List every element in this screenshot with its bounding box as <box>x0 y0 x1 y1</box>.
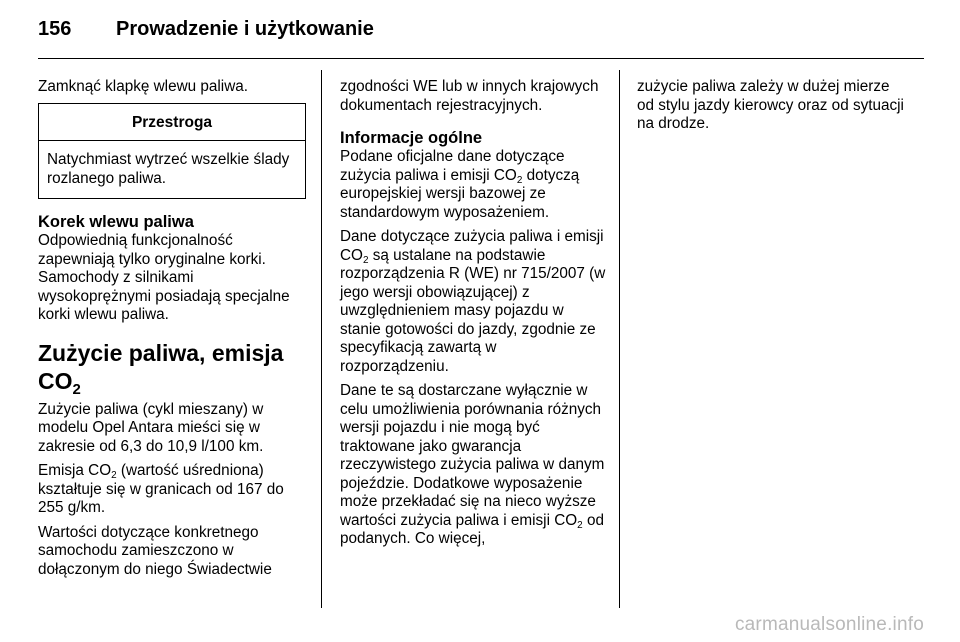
intro-text: Zamknąć klapkę wlewu paliwa. <box>38 78 248 95</box>
page-number: 156 <box>38 18 72 40</box>
section-heading <box>38 339 306 398</box>
comparison-subscript: 2 <box>577 519 583 531</box>
emission-text-a: Emisja CO <box>38 462 112 479</box>
general-subscript: 2 <box>516 174 523 186</box>
column-1 <box>38 78 306 585</box>
column-divider-1 <box>321 70 322 608</box>
header-divider <box>38 58 924 59</box>
watermark: carmanualsonline.info <box>734 614 924 635</box>
regulation-text-a: Dane dotyczące zużycia paliwa i emisji CO <box>340 228 604 264</box>
consumption-paragraph: Zużycie paliwa (cykl mieszany) w modelu Opel Antara mieści się w zakresie od 6,3 do 10,9 l/100 km. <box>38 400 264 455</box>
regulation-text-b: są ustalane na podstawie rozporządzenia R (WE) nr 715/2007 (w jego wersji obowiązującej) z uwzględnieniem masy pojazdu w stanie gotowości do jazdy, zgodnie ze specyfikacją zawartą w rozporządzeniu. <box>340 246 606 375</box>
continuation-paragraph: zgodności WE lub w innych krajowych dokumentach rejestracyjnych. <box>340 78 599 114</box>
comparison-text-a: Dane te są dostarczane wyłącznie w celu umożliwienia porównania różnych wersji pojazdu i nie mogą być traktowane jako gwarancja rzeczywistego zużycia paliwa w danym pojeździe. Dodatkowe wyposażenie może przekładać się na nieco wyższe wartości zużycia paliwa i emisji CO <box>340 382 605 529</box>
warning-title: Przestroga <box>39 104 305 142</box>
regulation-subscript: 2 <box>362 254 369 266</box>
page-header <box>38 18 924 46</box>
page-title: Prowadzenie i użytkowanie <box>116 18 374 40</box>
emission-text-b: (wartość uśredniona) kształtuje się w granicach od 167 do 255 g/km. <box>38 462 284 516</box>
column-3 <box>637 78 905 140</box>
general-text-a: Podane oficjalne dane dotyczące zużycia paliwa i emisji CO <box>340 148 565 184</box>
fuel-cap-text: Odpowiednią funkcjonalność zapewniają tylko oryginalne korki. Samochody z silnikami wysokoprężnymi posiadają specjalne korki wlewu paliwa. <box>38 232 290 323</box>
general-info-paragraph <box>340 148 606 222</box>
comparison-paragraph <box>340 382 606 549</box>
column-2 <box>340 78 606 555</box>
section-heading-text: Zużycie paliwa, emisja CO <box>38 339 284 394</box>
driving-style-paragraph: zużycie paliwa zależy w dużej mierze od stylu jazdy kierowcy oraz od sytuacji na drodze. <box>637 78 904 132</box>
emission-subscript: 2 <box>111 470 117 482</box>
emission-paragraph <box>38 462 306 518</box>
section-heading-subscript: 2 <box>72 380 81 398</box>
warning-text: Natychmiast wytrzeć wszelkie ślady rozlanego paliwa. <box>47 151 290 187</box>
fuel-cap-heading: Korek wlewu paliwa <box>38 213 194 231</box>
comparison-text-b: od podanych. Co więcej, <box>340 511 604 547</box>
general-info-heading: Informacje ogólne <box>340 129 483 147</box>
regulation-paragraph <box>340 228 606 376</box>
general-text-b: dotyczą europejskiej wersji bazowej ze standardowym wyposażeniem. <box>340 166 580 221</box>
certificate-paragraph: Wartości dotyczące konkretnego samochodu zamieszczono w dołączonym do niego Świadectwie <box>38 523 272 578</box>
column-divider-2 <box>619 70 620 608</box>
warning-box <box>38 103 306 200</box>
